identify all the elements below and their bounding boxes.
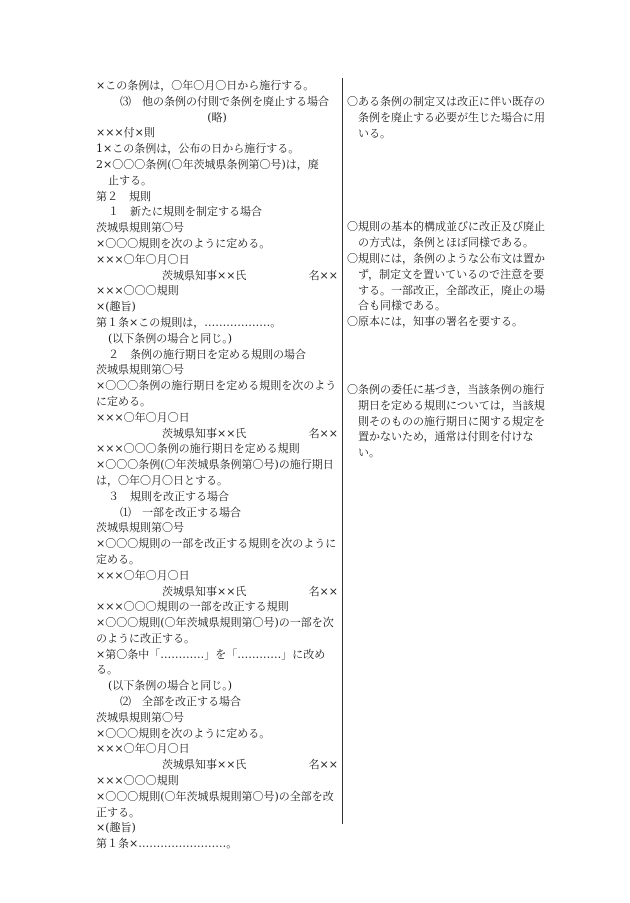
text-line: ×(趣旨) <box>96 821 136 835</box>
column-divider <box>342 78 343 824</box>
governor-name: 名×× <box>308 268 338 282</box>
text-line: ×〇〇〇規則(〇年茨城県規則第〇号)の全部を改正する。 <box>96 789 334 819</box>
text-line: 止する。 <box>108 173 152 187</box>
signature-line <box>96 757 338 773</box>
bullet-circle-icon: 〇 <box>347 95 358 108</box>
text-line: 茨城県規則第〇号 <box>96 521 184 535</box>
governor-name: 名×× <box>308 426 338 440</box>
bullet-circle-icon: 〇 <box>347 382 358 396</box>
note-item <box>347 219 547 251</box>
section-heading: ⑴ 一部を改正する場合 <box>120 505 241 519</box>
note-item <box>347 251 547 314</box>
signature-line <box>96 426 338 442</box>
text-line: ×〇〇〇規則を次のように定める。 <box>96 726 271 740</box>
text-line: ×××〇年〇月〇日 <box>96 410 190 424</box>
text-line: (以下条例の場合と同じ。) <box>108 679 233 693</box>
note-text: 規則の基本的構成並びに改正及び廃止の方式は，条例とほぼ同様である。 <box>358 220 545 250</box>
main-text-column <box>96 78 338 852</box>
text-line: 茨城県規則第〇号 <box>96 221 184 235</box>
governor-title: 茨城県知事××氏 <box>162 268 247 282</box>
section-heading: 第２ 規則 <box>96 189 151 203</box>
governor-title: 茨城県知事××氏 <box>162 758 247 772</box>
text-line: ×××〇年〇月〇日 <box>96 742 190 756</box>
section-heading: ⑵ 全部を改正する場合 <box>120 695 241 709</box>
text-line: ×××〇年〇月〇日 <box>96 252 190 266</box>
note-text: 規則には，条例のような公布文は置かず，制定文を置いているので注意を要する。一部改正，全部改正，廃止の場合も同様である。 <box>358 251 545 313</box>
text-line: (以下条例の場合と同じ。) <box>108 331 233 345</box>
governor-title: 茨城県知事××氏 <box>162 426 247 440</box>
note-text: 原本には，知事の署名を要する。 <box>358 315 523 329</box>
text-line: ×〇〇〇規則の一部を改正する規則を次のように定める。 <box>96 537 337 566</box>
section-heading: １ 新たに規則を制定する場合 <box>108 205 262 219</box>
note-text: ある条例の制定又は改正に伴い既存の条例を廃止する必要が生じた場合に用いる。 <box>358 95 545 140</box>
governor-title: 茨城県知事××氏 <box>162 584 247 598</box>
signature-line <box>96 268 338 284</box>
text-line: ×(趣旨) <box>96 300 136 314</box>
text-line: ×××付×則 <box>96 126 155 140</box>
text-line: ×第〇条中「…………」を「…………」に改める。 <box>96 647 326 677</box>
text-line: ×〇〇〇条例(〇年茨城県条例第〇号)の施行期日は，〇年〇月〇日とする。 <box>96 458 334 487</box>
note-item <box>347 314 547 330</box>
text-line: 2×〇〇〇条例(〇年茨城県条例第〇号)は，廃 <box>96 157 319 171</box>
text-line: 茨城県規則第〇号 <box>96 363 184 377</box>
text-line: 1×この条例は，公布の日から施行する。 <box>96 142 300 156</box>
note-item <box>347 382 547 461</box>
section-heading: ２ 条例の施行期日を定める規則の場合 <box>108 347 306 361</box>
text-line: ×××〇〇〇規則 <box>96 284 179 298</box>
text-line: ×〇〇〇条例の施行期日を定める規則を次のように定める。 <box>96 379 337 408</box>
text-line: (略) <box>207 110 227 124</box>
text-line: ×〇〇〇規則(〇年茨城県規則第〇号)の一部を次のように改正する。 <box>96 616 334 645</box>
governor-name: 名×× <box>308 758 338 772</box>
text-line: ×××〇〇〇規則の一部を改正する規則 <box>96 600 289 614</box>
text-line: ×〇〇〇規則を次のように定める。 <box>96 236 271 250</box>
note-item <box>347 94 547 141</box>
signature-line <box>96 584 338 600</box>
text-line: ×××〇年〇月〇日 <box>96 568 190 582</box>
section-heading: ⑶ 他の条例の付則で条例を廃止する場合 <box>120 94 329 108</box>
bullet-circle-icon: 〇 <box>347 315 358 329</box>
text-line: 第１条×……………………。 <box>96 837 238 851</box>
text-line: ×××〇〇〇条例の施行期日を定める規則 <box>96 442 300 456</box>
notes-column <box>347 94 547 461</box>
text-line: 茨城県規則第〇号 <box>96 710 184 724</box>
note-text: 条例の委任に基づき，当該条例の施行期日を定める規則については，当該規則そのものの施行期日に関する規定を置かないため，通常は付則を付けない。 <box>358 382 545 460</box>
bullet-circle-icon: 〇 <box>347 220 358 234</box>
text-line: ×この条例は，〇年〇月〇日から施行する。 <box>96 79 315 92</box>
section-heading: ３ 規則を改正する場合 <box>108 489 229 503</box>
text-line: 第１条×この規則は，………………。 <box>96 315 282 329</box>
bullet-circle-icon: 〇 <box>347 251 358 265</box>
text-line: ×××〇〇〇規則 <box>96 774 179 788</box>
governor-name: 名×× <box>308 584 338 598</box>
